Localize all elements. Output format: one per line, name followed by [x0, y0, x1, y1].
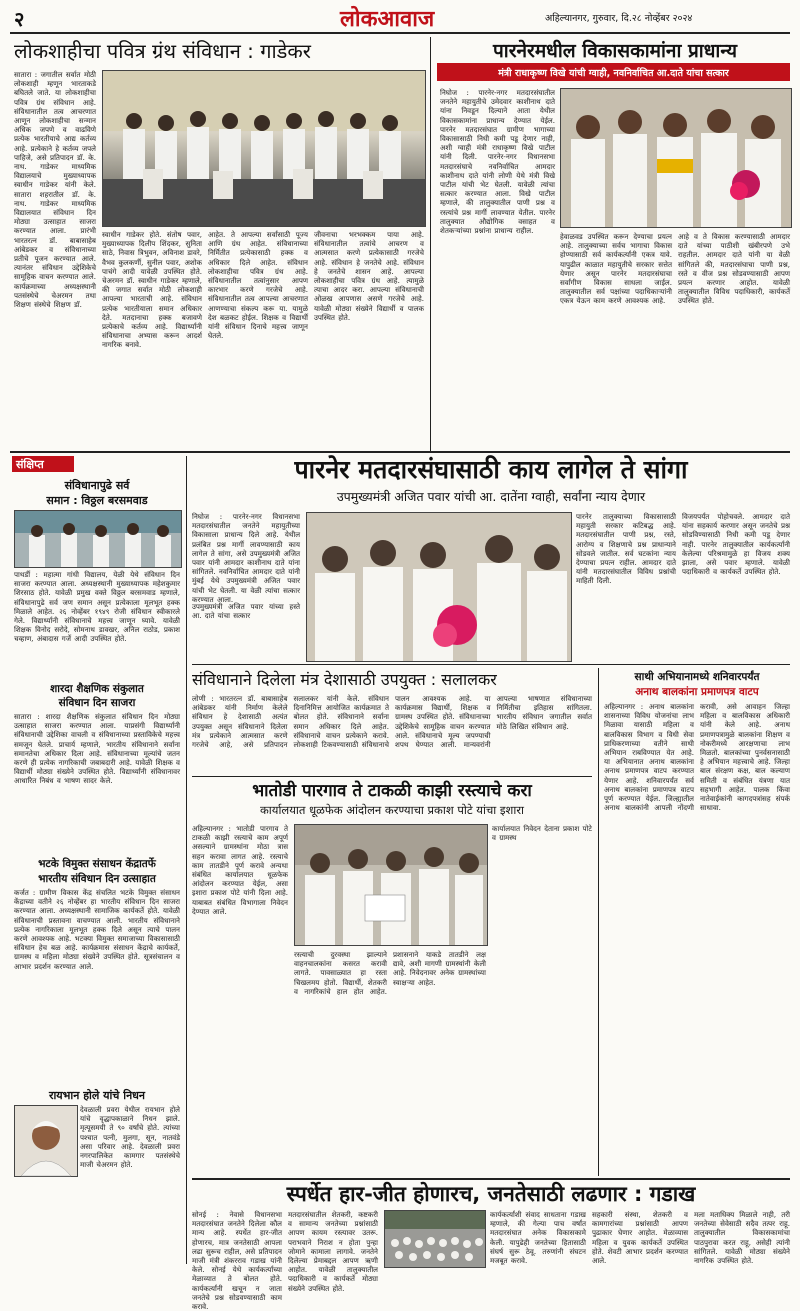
- story2-photo: [560, 88, 792, 228]
- story5-subhead: कार्यालयात धूळफेक आंदोलन करण्याचा प्रकाश पोटे यांचा इशारा: [259, 803, 525, 817]
- sidebar-item1-subhead: समान : विठ्ठल बरसमवाड: [46, 494, 148, 507]
- sidebar-item4-body: देवळाली प्रवरा येथील रायभान होले यांचे वृद्धापकाळाने निधन झाले. मृत्यूसमयी ते ९० वर्षांचे होते. त्यांच्या पश्चात पत्नी, मुलगा, सून, नातवंडे असा परिवार आहे. देवळाली प्रवरा नगरपालिकेत कामगार पतसंस्थेचे माजी चेअरमन होते.: [80, 1105, 180, 1170]
- story3-photo-caption: उपमुख्यमंत्री अजित पवार यांच्या हस्ते आ. दाते यांचा सत्कार: [192, 602, 300, 621]
- section-rule-3: [192, 776, 592, 777]
- sidebar-item4-headline: रायभान होले यांचे निधन: [48, 1089, 146, 1102]
- story2-body-a: निघोज : पारनेर-नगर मतदारसंघातील जनतेने महायुतीचे उमेदवार काशीनाथ दाते यांना निवडून दिल्याने आता येथील विकासकामांना प्राधान्य देण्यात येईल. पारनेर मतदारसंघात ग्रामीण भागाच्या विकासासाठी निधी कमी पडू देणार नाही, अशी ग्वाही मंत्री राधाकृष्ण विखे पाटील यांनी दिली. पारनेर-नगर विधानसभा मतदारसंघाचे नवनिर्वाचित आमदार काशीनाथ दाते यांनी लोणी येथे मंत्री विखे पाटील यांची भेट घेतली. यावेळी त्यांचा सत्कार करण्यात आला. विखे पाटील म्हणाले, की तालुक्यातील पाणी प्रश्न व रस्त्यांचे प्रश्न मार्गी लावण्यात येतील. पारनेर तालुक्यात औद्योगिक वसाहत व शेतकऱ्यांच्या प्रश्नांना प्राधान्य राहील.: [440, 88, 555, 236]
- box-headline: साथी अभियानामध्ये शनिवारपर्यंत: [634, 671, 760, 683]
- sidebar-item2-subhead: संविधान दिन साजरा: [58, 697, 136, 709]
- story3-body-a: निघोज : पारनेर-नगर विधानसभा मतदारसंघातील जनतेने महायुतीच्या विकासाला प्राधान्य दिले आहे. येथील प्रलंबित प्रश्न मार्गी लावण्यासाठी काय लागेल ते सांगा, असे उपमुख्यमंत्री अजित पवार यांनी आमदार काशीनाथ दाते यांना सांगितले. नवनिर्वाचित आमदार दाते यांनी मुंबई येथे उपमुख्यमंत्री अजित पवार यांची भेट घेतली. या वेळी त्यांचा सत्कार करण्यात आला.: [192, 512, 300, 604]
- box-subhead: अनाथ बालकांना प्रमाणपत्र वाटप: [635, 686, 759, 698]
- story3-body-c: विजयपर्यंत पोहोचवले. आमदार दाते यांना सहकार्य करणार असून जनतेचे प्रश्न सोडविण्यासाठी निधी कमी पडू देणार नाही. पारनेर तालुक्यातील कार्यकर्त्यांनी केलेल्या परिश्रमामुळे हा विजय शक्य झाला, असे पवार म्हणाले. यावेळी पदाधिकारी व कार्यकर्ते उपस्थित होते.: [682, 512, 790, 577]
- sidebar-label: संक्षिप्त: [16, 458, 44, 471]
- story6-headline: स्पर्धेत हार-जीत होणारच, जनतेसाठी लढणार : गडाख: [286, 1182, 696, 1206]
- story1-body-a: सातारा : जगातील सर्वात मोठी लोकशाही म्हणून भारताकडे बघितले जाते. या लोकशाहीचा पवित्र ग्रंथ संविधान आहे. संविधानातील तत्व आचरणात आणून लोकशाहीचा सन्मान अधिक जपणे व वाढविणे प्रत्येक भारतीयाचे आद्य कर्तव्य आहे. प्रत्येकाने हे कर्तव्य जपले पाहिजे, असे प्रतिपादन डॉ. के. नाथ. गाडेकर माध्यमिक विद्यालयाचे मुख्याध्यापक स्वाधीन गाडेकर यांनी केले. सातारा शहरातील डॉ. के. नाथ. गाडेकर माध्यमिक विद्यालयात संविधान दिन मोठ्या उत्साहात साजरा करण्यात आला. प्रारंभी भारतरत्न डॉ. बाबासाहेब आंबेडकर व संविधानाच्या प्रतीचे पूजन करण्यात आले. त्यानंतर संविधान उद्देशिकेचे सामूहिक वाचन करण्यात आले. कार्यक्रमाच्या अध्यक्षस्थानी पतसंस्थेचे चेअरमन तथा शिक्षण संस्थेचे शिक्षण डॉ.: [14, 70, 96, 310]
- story6-body-d: सहकारी संस्था, शेतकरी व कामगारांच्या प्रश्नांसाठी आपण पुढाकार घेणार आहोत. मेळाव्यास महिला व युवक कार्यकर्ते उपस्थित होते. शेवटी आभार प्रदर्शन करण्यात आले.: [592, 1210, 688, 1266]
- story4-body: लोणी : भारतरत्न डॉ. बाबासाहेब आंबेडकर यांनी निर्माण केलेले संविधान हे देशासाठी अत्यंत उपयुक्त असून संविधानाने दिलेला मंत्र प्रत्येकाने आत्मसात करणे गरजेचे आहे, असे प्रतिपादन सलालकर यांनी केले. संविधान दिनानिमित्त आयोजित कार्यक्रमात ते बोलत होते. संविधानाने सर्वांना समान अधिकार दिले आहेत. संविधानाचे वाचन प्रत्येकाने करावे. लोकशाही टिकवण्यासाठी संविधानाचे पालन आवश्यक आहे. या कार्यक्रमास विद्यार्थी, शिक्षक व ग्रामस्थ उपस्थित होते. संविधानाच्या उद्देशिकेचे सामूहिक वाचन करण्यात आले. संविधानाचे मूल्य जपण्याची शपथ घेण्यात आली. मान्यवरांनी आपल्या भाषणात संविधानाच्या निर्मितीचा इतिहास सांगितला. भारतीय संविधान जगातील सर्वात मोठे लिखित संविधान आहे.: [192, 694, 592, 750]
- box-divider: [598, 668, 599, 1176]
- sidebar-item3-headline: भटके विमुक्त संसाधन केंद्रातर्फे: [38, 858, 156, 870]
- sidebar-item1-photo: [14, 510, 182, 568]
- story2-body-b: हेवाळवड उपस्थित करून देण्याचा प्रयत्न आहे. तालुक्याच्या सर्वच भागाचा विकास होण्यासाठी सर्व कार्यकर्त्यांनी एकत्र यावे. यापुढील काळात महायुतीचे सरकार सत्तेत येणार असून पारनेर मतदारसंघाचा सर्वांगीण विकास साधला जाईल. तालुक्यातील सर्व पक्षांच्या पदाधिकाऱ्यांनी एकत्र येऊन काम करणे आवश्यक आहे.: [560, 232, 672, 306]
- story5-headline: भातोडी पारगाव ते टाकळी काझी रस्त्याचे करा: [252, 781, 532, 801]
- paper-name-logo: लोकआवाज: [340, 7, 435, 32]
- dateline: अहिल्यानगर, गुरुवार, दि.२८ नोव्हेंबर २०२४: [545, 13, 693, 24]
- sidebar-divider: [186, 456, 187, 1264]
- story1-body-d: जीवनाचा भरभक्कम पाया आहे. संविधानातील तत्वांचे आचरण व आत्मसात करणे प्रत्येकासाठी गरजेचे आहे. संविधान हे जनतेचे आहे. संविधान हे जनतेचे शासन आहे. आपल्या लोकशाहीचा पवित्र ग्रंथ आहे. त्यामुळे त्याचा आदर करा. आपल्या संविधानाची ओळख आपणास असणे गरजेचे आहे. यावेळी मोठ्या संख्येने विद्यार्थी व पालक उपस्थित होते.: [314, 230, 424, 322]
- story5-photo-caption: कार्यालयात निवेदन देताना प्रकाश पोटे व ग्रामस्थ: [492, 824, 592, 843]
- felicitation-photo-icon: [561, 89, 791, 227]
- sidebar-item2-headline: शारदा शैक्षणिक संकुलात: [50, 683, 144, 695]
- students-group-icon: [103, 71, 425, 226]
- portrait-icon: [15, 1106, 77, 1176]
- masthead-rule: [10, 32, 790, 34]
- story6-body-e: मला मताधिक्य मिळाले नाही, तरी जनतेच्या सेवेसाठी सदैव तत्पर राहू. तालुक्यातील विकासकामांचा पाठपुरावा करत राहू, असेही त्यांनी सांगितले. यावेळी मोठ्या संख्येने नागरिक उपस्थित होते.: [694, 1210, 790, 1266]
- sidebar-item1-body: पाथर्डी : महात्मा गांधी विद्यालय, येळी येथे संविधान दिन साजरा करण्यात आला. अध्यक्षस्थानी मुख्याध्यापक महेशकुमार शिरसाठ होते. यावेळी प्रमुख वक्ते विठ्ठल बरसमवाड म्हणाले, संविधानापुढे सर्व जण समान असून प्रत्येकाला मूलभूत हक्क मिळाले आहेत. २६ नोव्हेंबर १९४९ रोजी संविधान स्वीकारले गेले. विद्यार्थ्यांनी संविधानाचे महत्त्व जाणून घ्यावे. यावेळी शिक्षक विनोद सरोदे, सोमनाथ डावखर, अनिल राठोड, प्रकाश चव्हाण, अंबादास गर्जे आदी उपस्थित होते.: [14, 570, 180, 644]
- story6-body-c: कार्यकर्त्यांशी संवाद साधताना गडाख म्हणाले, की गेल्या पाच वर्षांत मतदारसंघात अनेक विकासकामे केली. यापुढेही जनतेच्या हितासाठी संघर्ष सुरू ठेवू. तरुणांनी संघटन मजबूत करावे.: [490, 1210, 586, 1266]
- memorandum-photo-icon: [295, 825, 487, 945]
- story5-photo: [294, 824, 488, 946]
- story1-photo: [102, 70, 426, 227]
- story4-headline: संविधानाने दिलेला मंत्र देशासाठी उपयुक्त : सलालकर: [192, 670, 497, 689]
- story1-body-c: आहेत. ते आपल्या सर्वांसाठी पूज्य आणि ग्रंथ आहेत. संविधानाच्या निर्मितीत प्रत्येकासाठी हक्क व अधिकार दिले आहेत. संविधान लोकशाहीचा पवित्र ग्रंथ आहे. संविधानातील तत्वांनुसार आपण कारभार करणे गरजेचे आहे. संविधानातील तत्व आपल्या आचरणात आणण्याचा संकल्प करू या. यामुळे देश बळकट होईल. शिक्षक व विद्यार्थी यांनी संविधान दिनाचे महत्त्व जाणून घेतले.: [208, 230, 308, 341]
- story2-subhead: मंत्री राधाकृष्ण विखे यांची ग्वाही, नवनिर्वाचित आ.दाते यांचा सत्कार: [498, 68, 729, 79]
- sidebar-item4-photo: [14, 1105, 78, 1177]
- section-rule-2: [192, 664, 790, 665]
- story1-body-b: स्वाधीन गाडेकर होते. संतोष पवार, मुख्याध्यापक दिलीप शिंदकर, सुनिता साठे, निवास त्रिभुवन, अविनाश डावरे, वैभव कुलकर्णी, सुनील पवार, अशोक पाचंगे आदी यावेळी उपस्थित होते. चेअरमन डॉ. स्वाधीन गाडेकर म्हणाले, की जगात सर्वात मोठी लोकशाही आपल्या भारताची आहे. संविधान प्रत्येक भारतीयाला समान अधिकार देते. मतदानाचा हक्क बजावणे प्रत्येकाचे कर्तव्य आहे. विद्यार्थ्यांनी संविधानाचा अभ्यास करून आदर्श नागरिक बनावे.: [102, 230, 202, 350]
- sidebar-item3-subhead: भारतीय संविधान दिन उत्साहात: [38, 873, 156, 885]
- story3-body-b: पारनेर तालुक्याच्या विकासासाठी महायुती सरकार कटिबद्ध आहे. मतदारसंघातील पाणी प्रश्न, रस्ते, आरोग्य व शिक्षणाचे प्रश्न प्राधान्याने सोडवले जातील. सर्व घटकांना न्याय देण्याचा प्रयत्न राहील. आमदार दाते यांनी मतदारसंघातील विविध प्रश्नांची माहिती दिली.: [576, 512, 676, 586]
- box-body: अहिल्यानगर : अनाथ बालकांना शासनाच्या विविध योजनांचा लाभ मिळावा यासाठी महिला व बालविकास विभाग व विधी सेवा प्राधिकरणाच्या वतीने साथी अभियान राबविण्यात येत आहे. या अभियानात अनाथ बालकांना अनाथ प्रमाणपत्र वाटप करण्यात येणार आहे. शनिवारपर्यंत सर्व अनाथ बालकांना प्रमाणपत्र वाटप पूर्ण करण्यात येईल. जिल्ह्यातील अनाथ बालकांनी आपली नोंदणी करावी, असे आवाहन जिल्हा महिला व बालविकास अधिकारी यांनी केले आहे. अनाथ प्रमाणपत्रामुळे बालकांना शिक्षण व नोकरीमध्ये आरक्षणाचा लाभ मिळतो. बालकांच्या पुनर्वसनासाठी हे अभियान महत्त्वाचे आहे. जिल्हा बाल संरक्षण कक्ष, बाल कल्याण समिती व संबंधित यंत्रणा यात सहभागी आहेत. पालक किंवा नातेवाईकांनी कागदपत्रांसह संपर्क साधावा.: [604, 702, 790, 813]
- sidebar-item2-body: सातारा : शारदा शैक्षणिक संकुलात संविधान दिन मोठ्या उत्साहात साजरा करण्यात आला. याप्रसंगी विद्यार्थ्यांनी संविधानाची उद्देशिका वाचली व संविधानाच्या प्रस्ताविकेचे महत्त्व समजून घेतले. प्राचार्य म्हणाले, भारतीय संविधानाने सर्वांना समानतेचा अधिकार दिला आहे. संविधानाच्या मूल्यांचे जतन करणे ही प्रत्येक नागरिकाची जबाबदारी आहे. यावेळी शिक्षक व विद्यार्थी मोठ्या संख्येने उपस्थित होते. विद्यार्थ्यांनी संविधानावर आधारित निबंध व भाषण सादर केले.: [14, 712, 180, 786]
- story2-headline: पारनेरमधील विकासकामांना प्राधान्य: [493, 40, 737, 62]
- sidebar-item1-headline: संविधानापुढे सर्व: [64, 479, 130, 492]
- column-divider: [430, 37, 431, 451]
- story5-body-b: रस्त्याची दुरवस्था झाल्याने वाहनचालकांना कसरत करावी लागते. पावसाळ्यात हा रस्ता चिखलमय होतो. विद्यार्थी, शेतकरी व नागरिकांचे हाल होत आहेत. प्रशासनाने याकडे तातडीने लक्ष द्यावे, अशी मागणी ग्रामस्थांनी केली आहे. निवेदनावर अनेक ग्रामस्थांच्या स्वाक्षऱ्या आहेत.: [294, 950, 486, 996]
- story6-body-a: सोनई : नेवासे विधानसभा मतदारसंघात जनतेने दिलेला कौल मान्य आहे. स्पर्धेत हार-जीत होणारच, मात्र जनतेसाठी आपला लढा सुरूच राहील, असे प्रतिपादन माजी मंत्री शंकरराव गडाख यांनी केले. सोनई येथे कार्यकर्त्यांच्या मेळाव्यात ते बोलत होते. कार्यकर्त्यांनी खचून न जाता जनतेचे प्रश्न सोडवण्यासाठी काम करावे.: [192, 1210, 282, 1311]
- felicitation-photo-icon-2: [307, 513, 571, 661]
- page-number: २: [14, 7, 25, 31]
- story6-photo: [384, 1210, 486, 1268]
- classroom-photo-icon: [15, 511, 181, 567]
- story1-headline: लोकशाहीचा पवित्र ग्रंथ संविधान : गाडेकर: [14, 39, 311, 63]
- sidebar-item3-body: कर्जत : ग्रामीण विकास केंद्र संचलित भटके विमुक्त संसाधन केंद्राच्या वतीने २६ नोव्हेंबर हा भारतीय संविधान दिन साजरा करण्यात आला. अध्यक्षस्थानी सामाजिक कार्यकर्ते होते. यावेळी संविधानाची प्रस्तावना वाचण्यात आली. भारतीय संविधानाने प्रत्येक नागरिकाला मूलभूत हक्क दिले असून त्याचे पालन करणे आवश्यक आहे. भटक्या विमुक्त समाजाच्या विकासासाठी संविधान हेच बळ आहे. कार्यक्रमास संसाधन केंद्राचे कार्यकर्ते, ग्रामस्थ व महिला मोठ्या संख्येने उपस्थित होते. सूत्रसंचालन व आभार प्रदर्शन करण्यात आले.: [14, 888, 180, 971]
- story5-body-a: अहिल्यानगर : भातोडी पारगाव ते टाकळी काझी रस्त्याचे काम अपूर्ण असल्याने ग्रामस्थांना मोठा त्रास सहन करावा लागत आहे. रस्त्याचे काम तातडीने पूर्ण करावे अन्यथा संबंधित कार्यालयात धूळफेक आंदोलन करण्यात येईल, असा इशारा प्रकाश पोटे यांनी दिला आहे. याबाबत संबंधित विभागाला निवेदन देण्यात आले.: [192, 824, 288, 916]
- story2-body-c: आहे व ते विकास करण्यासाठी आमदार दाते यांच्या पाठीशी खंबीरपणे उभे राहतील. आमदार दाते यांनी या वेळी सांगितले की, मतदारसंघाचा पाणी प्रश्न, रस्ते व वीज प्रश्न सोडवण्यासाठी आपण प्रयत्न करणार आहोत. यावेळी तालुक्यातील विविध पदाधिकारी, कार्यकर्ते उपस्थित होते.: [678, 232, 790, 306]
- story6-body-b: मतदारसंघातील शेतकरी, कष्टकरी व सामान्य जनतेच्या प्रश्नांसाठी आपण कायम रस्त्यावर उतरू. पराभवाने निराश न होता पुन्हा जोमाने कामाला लागावे. जनतेने दिलेल्या प्रेमाबद्दल आपण ऋणी आहोत. यावेळी तालुक्यातील पदाधिकारी व कार्यकर्ते मोठ्या संख्येने उपस्थित होते.: [288, 1210, 378, 1293]
- crowd-photo-icon: [385, 1211, 485, 1267]
- story3-headline: पारनेर मतदारसंघासाठी काय लागेल ते सांगा: [294, 455, 688, 484]
- story3-subhead: उपमुख्यमंत्री अजित पवार यांची आ. दातेंना ग्वाही, सर्वांना न्याय देणार: [336, 489, 646, 504]
- story3-photo: [306, 512, 572, 662]
